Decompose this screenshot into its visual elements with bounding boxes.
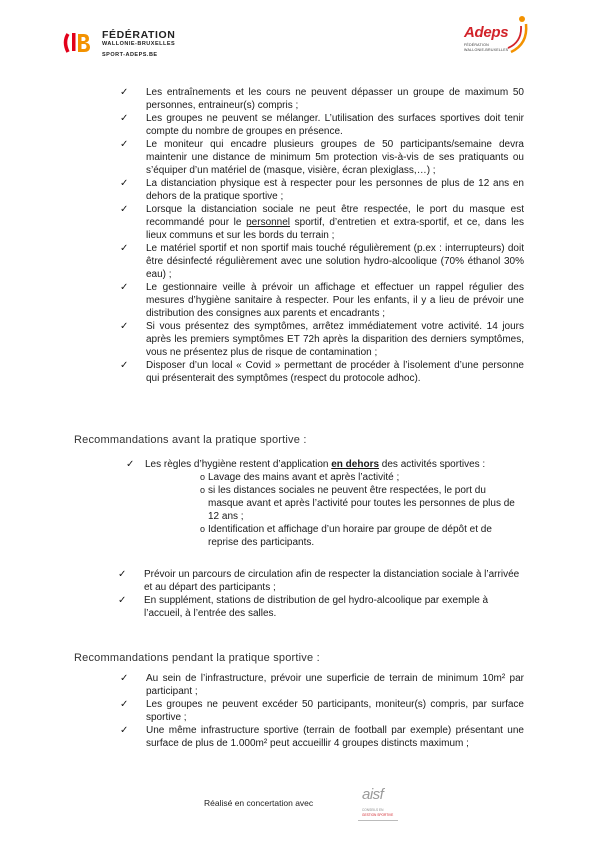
sublist-item: o Lavage des mains avant et après l’activité ; (200, 472, 400, 483)
emphasis-text: en dehors (331, 459, 380, 470)
list-item: ✓ Lorsque la distanciation sociale ne peut être respectée, le port du masque est recommandé pour le personnel sportif, d’entretien et extra-sportif, et ce, dans les lieux communs et sur les bords du terrain ; (120, 204, 524, 241)
check-icon: ✓ (118, 569, 127, 580)
aisf-divider (358, 820, 398, 821)
adeps-swoosh-icon (506, 14, 532, 54)
adeps-logo (462, 14, 532, 60)
circle-bullet-icon: o (200, 524, 206, 534)
check-icon: ✓ (118, 595, 127, 606)
aisf-subtitle-1: CONSEILS EN (362, 808, 384, 812)
section-title-before: Recommandations avant la pratique sportive : (74, 434, 307, 446)
sublist-item: o si les distances sociales ne peuvent être respectées, le port du masque avant et après l’activité pour toutes les personnes de plus de 12 ans ; (200, 485, 515, 522)
check-icon: ✓ (120, 673, 129, 684)
list-item: ✓ Une même infrastructure sportive (terrain de football par exemple) présentant une surface de plus de 1.000m² peut accueillir 4 groupes distincts maximum ; (120, 725, 524, 749)
aisf-wordmark: aisf (362, 786, 384, 803)
list-item: ✓ Le moniteur qui encadre plusieurs groupes de 50 participants/semaine devra maintenir une distance de minimum 5m protection vis-à-vis de ses pratiquants ou s’équiper d’un matériel de (masque, visière, écran plexiglass,…) ; (120, 139, 524, 176)
list-item: ✓ En supplément, stations de distribution de gel hydro-alcoolique par exemple à l’accueil, à l’entrée des salles. (118, 595, 489, 619)
fwb-subtitle: WALLONIE-BRUXELLES (102, 41, 176, 47)
list-item: ✓ Les entraînements et les cours ne peuvent dépasser un groupe de maximum 50 personnes, entraineur(s) compris ; (120, 87, 524, 111)
check-icon: ✓ (120, 321, 129, 332)
footer-text: Réalisé en concertation avec (204, 798, 314, 808)
fwb-mark-icon (62, 28, 102, 56)
circle-bullet-icon: o (200, 472, 206, 482)
aisf-logo (354, 784, 406, 826)
before-practice-list-continued (118, 568, 524, 620)
check-icon: ✓ (120, 139, 129, 150)
list-item: ✓ Au sein de l’infrastructure, prévoir une superficie de terrain de minimum 10m² par participant ; (120, 673, 524, 697)
page-header (0, 0, 595, 70)
check-icon: ✓ (120, 699, 129, 710)
section-title-during: Recommandations pendant la pratique sportive : (74, 652, 320, 664)
list-item: ✓ Le gestionnaire veille à prévoir un affichage et effectuer un rappel régulier des mesures d’hygiène sanitaire à respecter. Pour les enfants, il y a lieu de prévoir une distribution des consignes aux parents et encadrants ; (120, 282, 524, 319)
check-icon: ✓ (120, 87, 129, 98)
adeps-subtitle-2: WALLONIE-BRUXELLES (464, 48, 509, 52)
hygiene-sublist (124, 471, 524, 549)
adeps-subtitle-1: FÉDÉRATION (464, 43, 489, 47)
adeps-wordmark: Adeps (464, 24, 509, 41)
check-icon: ✓ (120, 725, 129, 736)
circle-bullet-icon: o (200, 485, 206, 495)
general-measures-list (118, 86, 524, 385)
check-icon: ✓ (120, 204, 129, 215)
fwb-title: FÉDÉRATION (102, 29, 176, 41)
list-item: ✓ Les groupes ne peuvent se mélanger. L’utilisation des surfaces sportives doit tenir compte du nombre de groupes en présence. (120, 113, 524, 137)
list-item: ✓ Disposer d’un local « Covid » permettant de procéder à l’isolement d’une personne qui présenterait des symptômes (respect du protocole adhoc). (120, 360, 524, 384)
check-icon: ✓ (120, 282, 129, 293)
check-icon: ✓ (120, 178, 129, 189)
aisf-subtitle-2: GESTION SPORTIVE (362, 813, 394, 817)
list-item: ✓ Si vous présentez des symptômes, arrêtez immédiatement votre activité. 14 jours après les premiers symptômes ET 72h après la disparition des derniers symptômes, vous ne présentez plus de risque de contamination ; (120, 321, 524, 358)
before-practice-list (124, 458, 524, 471)
list-item: ✓ Le matériel sportif et non sportif mais touché régulièrement (p.ex : interrupteurs) doit être désinfecté régulièrement avec une solution hydro-alcoolique (70% éthanol 30% eau) ; (120, 243, 524, 280)
check-icon: ✓ (120, 113, 129, 124)
list-item: ✓ Prévoir un parcours de circulation afin de respecter la distanciation sociale à l’arrivée et au départ des participants ; (118, 569, 520, 593)
check-icon: ✓ (120, 243, 129, 254)
fwb-url: SPORT-ADEPS.BE (102, 52, 158, 58)
check-icon: ✓ (120, 360, 129, 371)
list-item: ✓ Les groupes ne peuvent excéder 50 participants, moniteur(s) compris, par surface sportive ; (120, 699, 524, 723)
list-item: ✓ La distanciation physique est à respecter pour les personnes de plus de 12 ans en dehors de la pratique sportive ; (120, 178, 524, 202)
during-practice-list (118, 672, 524, 750)
sublist-item: o Identification et affichage d’un horaire par groupe de dépôt et de reprise des participants. (200, 524, 492, 548)
fwb-logo (62, 26, 182, 66)
check-icon: ✓ (126, 459, 135, 470)
list-item: ✓ Les règles d’hygiène restent d’application en dehors des activités sportives : (126, 459, 486, 470)
underlined-word: personnel (246, 217, 291, 228)
